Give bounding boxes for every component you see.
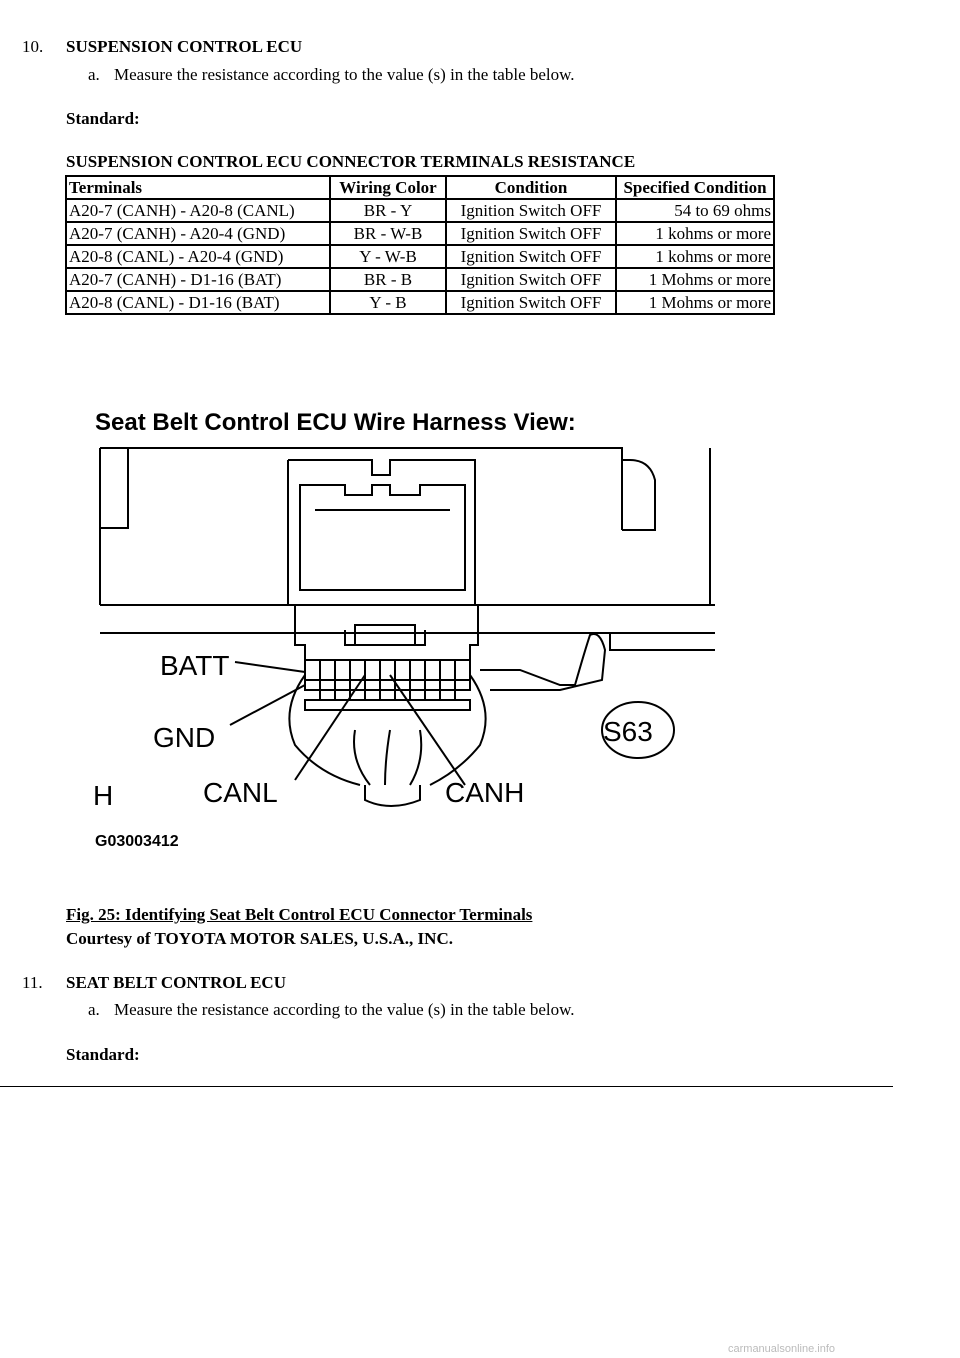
cell-terminals: A20-7 (CANH) - A20-4 (GND): [66, 222, 330, 245]
label-canl: CANL: [203, 777, 278, 808]
cell-terminals: A20-7 (CANH) - D1-16 (BAT): [66, 268, 330, 291]
cell-specified: 1 kohms or more: [616, 245, 774, 268]
cell-condition: Ignition Switch OFF: [446, 245, 616, 268]
page-divider: [0, 1086, 893, 1087]
table-row: [66, 291, 774, 314]
header-wiring-color: Wiring Color: [330, 176, 446, 199]
header-terminals: Terminals: [66, 176, 330, 199]
substep-letter-a: a.: [88, 1000, 100, 1019]
cell-specified: 1 Mohms or more: [616, 268, 774, 291]
table-row: [66, 268, 774, 291]
cell-specified: 1 Mohms or more: [616, 291, 774, 314]
step-number-11: 11.: [22, 973, 43, 992]
cell-specified: 1 kohms or more: [616, 222, 774, 245]
label-batt: BATT: [160, 650, 230, 681]
table-row: [66, 199, 774, 222]
cell-wiring-color: Y - W-B: [330, 245, 446, 268]
resistance-table: [65, 175, 775, 315]
figure-caption: Fig. 25: Identifying Seat Belt Control ECU Connector Terminals: [66, 905, 533, 924]
cell-wiring-color: BR - Y: [330, 199, 446, 222]
label-figure-code: G03003412: [95, 833, 179, 850]
cell-terminals: A20-7 (CANH) - A20-8 (CANL): [66, 199, 330, 222]
label-connector-s63: S63: [603, 716, 653, 747]
watermark: carmanualsonline.info: [728, 1343, 836, 1355]
cell-wiring-color: Y - B: [330, 291, 446, 314]
cell-terminals: A20-8 (CANL) - D1-16 (BAT): [66, 291, 330, 314]
table-row: [66, 245, 774, 268]
table-header-row: [66, 176, 774, 199]
figure-courtesy: Courtesy of TOYOTA MOTOR SALES, U.S.A., INC.: [66, 929, 453, 948]
substep-text: Measure the resistance according to the value (s) in the table below.: [114, 1000, 575, 1019]
cell-condition: Ignition Switch OFF: [446, 199, 616, 222]
cell-specified: 54 to 69 ohms: [616, 199, 774, 222]
label-gnd: GND: [153, 722, 216, 753]
cell-wiring-color: BR - W-B: [330, 222, 446, 245]
section-title-suspension-ecu: SUSPENSION CONTROL ECU: [66, 37, 303, 56]
table-row: [66, 222, 774, 245]
cell-wiring-color: BR - B: [330, 268, 446, 291]
table-title: SUSPENSION CONTROL ECU CONNECTOR TERMINALS RESISTANCE: [66, 152, 636, 171]
substep-letter-a: a.: [88, 65, 100, 84]
standard-label: Standard:: [66, 1045, 140, 1064]
figure-heading: Seat Belt Control ECU Wire Harness View:: [95, 409, 576, 436]
cell-condition: Ignition Switch OFF: [446, 291, 616, 314]
cell-terminals: A20-8 (CANL) - A20-4 (GND): [66, 245, 330, 268]
cell-condition: Ignition Switch OFF: [446, 222, 616, 245]
cell-condition: Ignition Switch OFF: [446, 268, 616, 291]
label-canh: CANH: [445, 777, 525, 808]
step-number-10: 10.: [22, 37, 44, 56]
standard-label: Standard:: [66, 109, 140, 128]
substep-text: Measure the resistance according to the value (s) in the table below.: [114, 65, 575, 84]
header-specified-condition: Specified Condition: [616, 176, 774, 199]
section-title-seat-belt-ecu: SEAT BELT CONTROL ECU: [66, 973, 286, 992]
header-condition: Condition: [446, 176, 616, 199]
wire-harness-diagram: [90, 400, 720, 850]
label-view-h: H: [93, 780, 114, 811]
